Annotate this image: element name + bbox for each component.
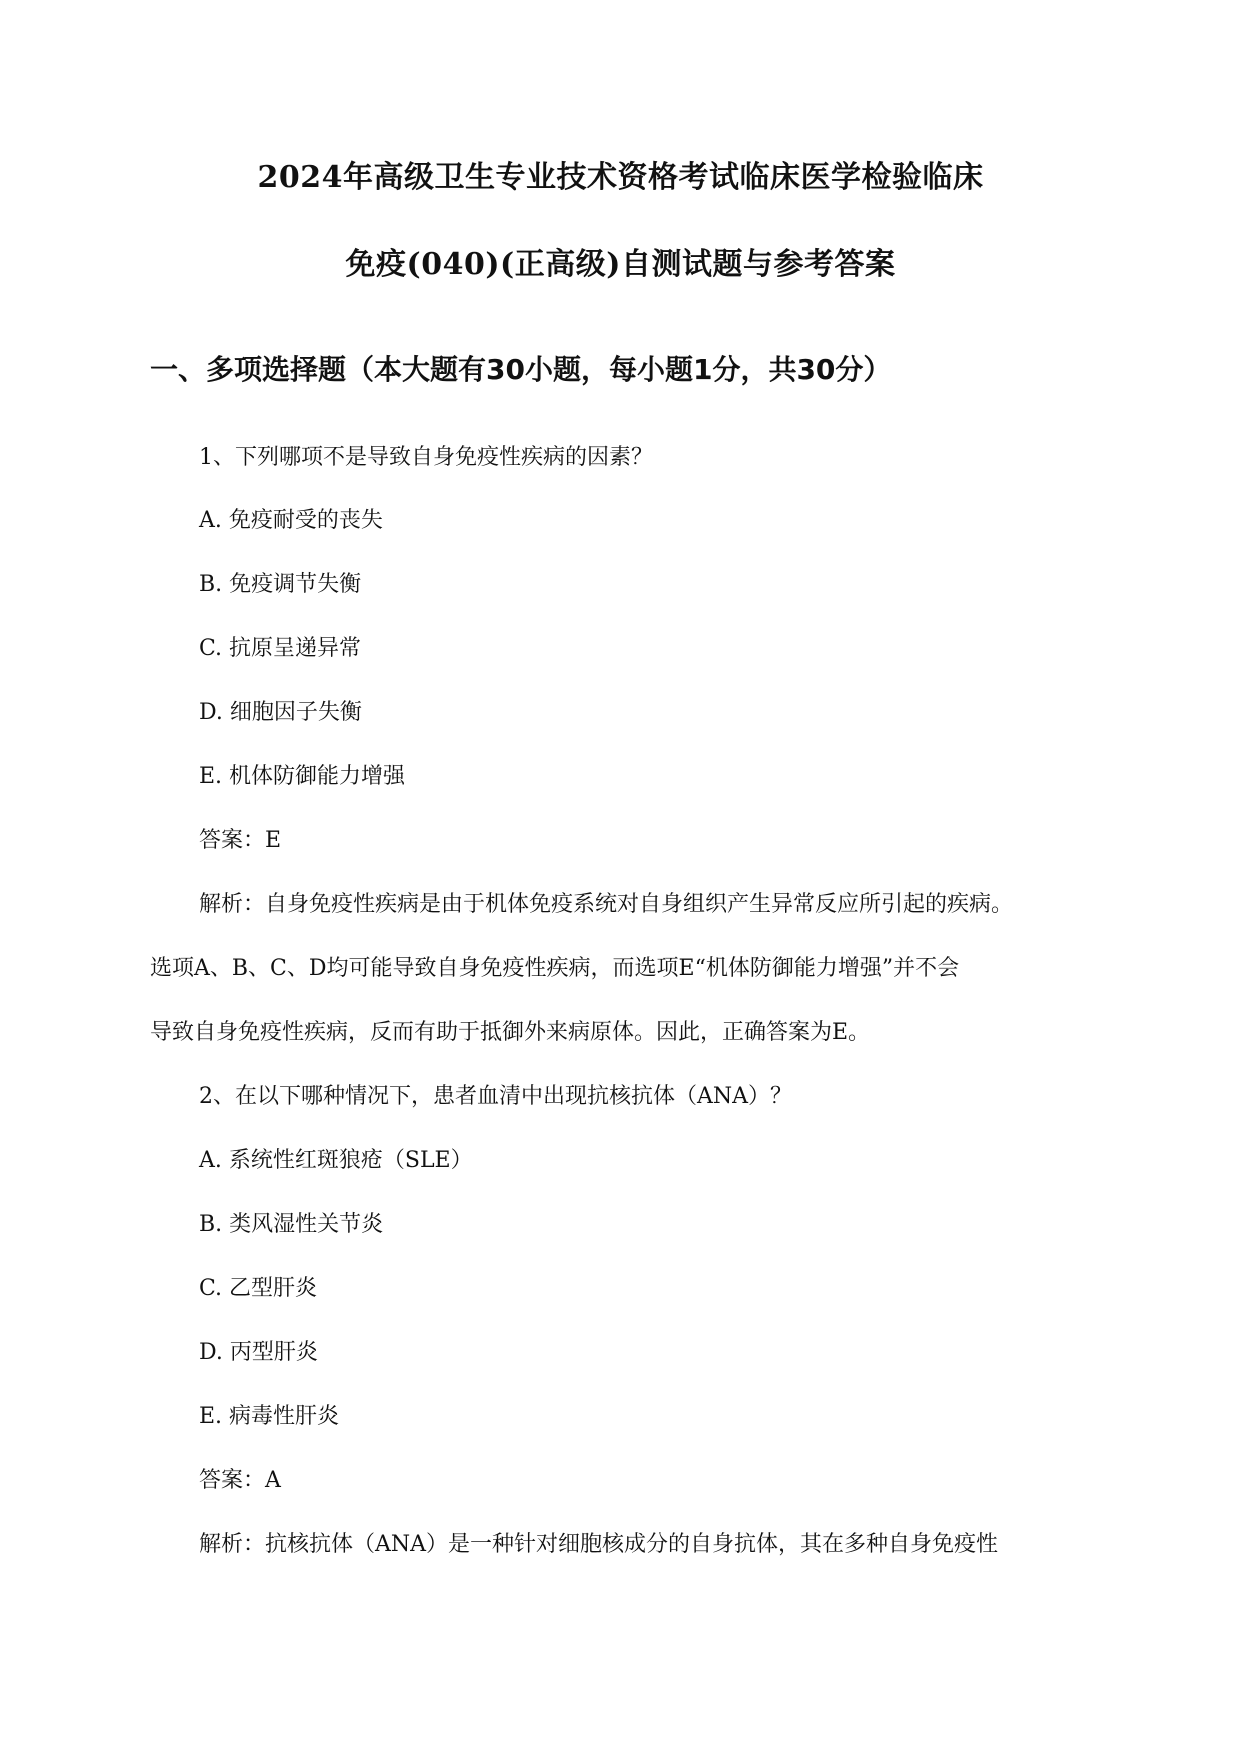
question-1-answer: 答案：E <box>199 828 282 853</box>
question-2-option-d: D. 丙型肝炎 <box>199 1340 318 1365</box>
section-heading: 一、多项选择题（本大题有30小题，每小题1分，共30分） <box>150 353 892 386</box>
question-1-analysis-line-1: 解析：自身免疫性疾病是由于机体免疫系统对自身组织产生异常反应所引起的疾病。 <box>199 892 1014 917</box>
question-1-option-b: B. 免疫调节失衡 <box>199 572 362 597</box>
document-title-line-2: 免疫(040)(正高级)自测试题与参考答案 <box>345 247 896 282</box>
question-1-option-c: C. 抗原呈递异常 <box>199 636 362 661</box>
question-2-option-c: C. 乙型肝炎 <box>199 1276 318 1301</box>
question-2-option-a: A. 系统性红斑狼疮（SLE） <box>199 1148 473 1173</box>
question-1-analysis-line-3: 导致自身免疫性疾病，反而有助于抵御外来病原体。因此，正确答案为E。 <box>150 1020 871 1045</box>
document-title-line-1: 2024年高级卫生专业技术资格考试临床医学检验临床 <box>257 160 984 195</box>
question-2-option-b: B. 类风湿性关节炎 <box>199 1212 384 1237</box>
question-1-stem: 1、下列哪项不是导致自身免疫性疾病的因素？ <box>199 445 653 470</box>
question-1-option-a: A. 免疫耐受的丧失 <box>199 508 383 533</box>
question-1-analysis-line-2: 选项A、B、C、D均可能导致自身免疫性疾病，而选项E“机体防御能力增强”并不会 <box>150 956 960 981</box>
question-2-option-e: E. 病毒性肝炎 <box>199 1404 340 1429</box>
question-1-option-d: D. 细胞因子失衡 <box>199 700 362 725</box>
question-2-stem: 2、在以下哪种情况下，患者血清中出现抗核抗体（ANA）？ <box>199 1084 793 1109</box>
question-2-analysis-line-1: 解析：抗核抗体（ANA）是一种针对细胞核成分的自身抗体，其在多种自身免疫性 <box>199 1532 999 1557</box>
question-2-answer: 答案：A <box>199 1468 281 1493</box>
question-1-option-e: E. 机体防御能力增强 <box>199 764 406 789</box>
